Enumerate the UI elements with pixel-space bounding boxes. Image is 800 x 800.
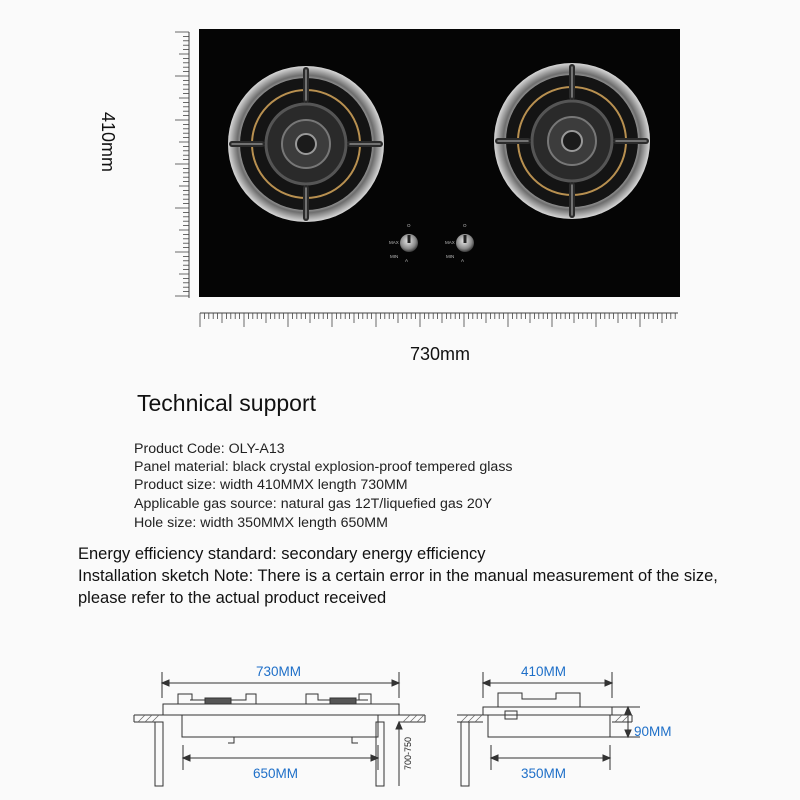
right-knob[interactable] xyxy=(456,234,474,252)
front-top-dimension: 730MM xyxy=(256,664,302,679)
product-image xyxy=(0,0,800,380)
spec-gas-source: Applicable gas source: natural gas 12T/liquefied gas 20Y xyxy=(134,496,493,512)
side-top-dimension: 410MM xyxy=(521,664,567,679)
left-knob-mark-min: MIN xyxy=(390,254,399,259)
front-height-dimension: 700-750 xyxy=(403,736,413,770)
spec-panel-material: Panel material: black crystal explosion-proof tempered glass xyxy=(134,459,513,475)
front-bottom-dimension: 650MM xyxy=(253,766,299,781)
right-knob-mark-a: A xyxy=(461,258,465,263)
left-knob-mark-a: A xyxy=(405,258,409,263)
right-knob-mark-max: MAX xyxy=(445,240,455,245)
left-knob-mark-max: MAX xyxy=(389,240,399,245)
section-title: Technical support xyxy=(137,390,316,416)
spec-hole-size: Hole size: width 350MMX length 650MM xyxy=(134,515,388,531)
installation-diagrams xyxy=(0,640,800,800)
cooktop-illustration xyxy=(0,0,800,380)
energy-efficiency-note: Energy efficiency standard: secondary energy efficiency xyxy=(78,545,486,563)
horizontal-ruler xyxy=(200,313,678,327)
spec-product-size: Product size: width 410MMX length 730MM xyxy=(134,477,408,493)
right-burner xyxy=(494,63,650,219)
vertical-ruler xyxy=(175,32,189,298)
left-burner xyxy=(228,66,384,222)
right-knob-mark-min: MIN xyxy=(446,254,455,259)
side-depth-dimension: 90MM xyxy=(634,724,672,739)
height-dimension-label: 410mm xyxy=(98,112,118,173)
left-knob[interactable] xyxy=(400,234,418,252)
width-dimension-label: 730mm xyxy=(410,344,471,364)
spec-product-code: Product Code: OLY-A13 xyxy=(134,441,285,457)
installation-note: Installation sketch Note: There is a certain error in the manual measurement of the size, xyxy=(78,567,718,585)
right-knob-mark-top: O xyxy=(463,223,467,228)
installation-note-continued: please refer to the actual product received xyxy=(78,589,387,607)
left-knob-mark-top: O xyxy=(407,223,411,228)
side-bottom-dimension: 350MM xyxy=(521,766,567,781)
